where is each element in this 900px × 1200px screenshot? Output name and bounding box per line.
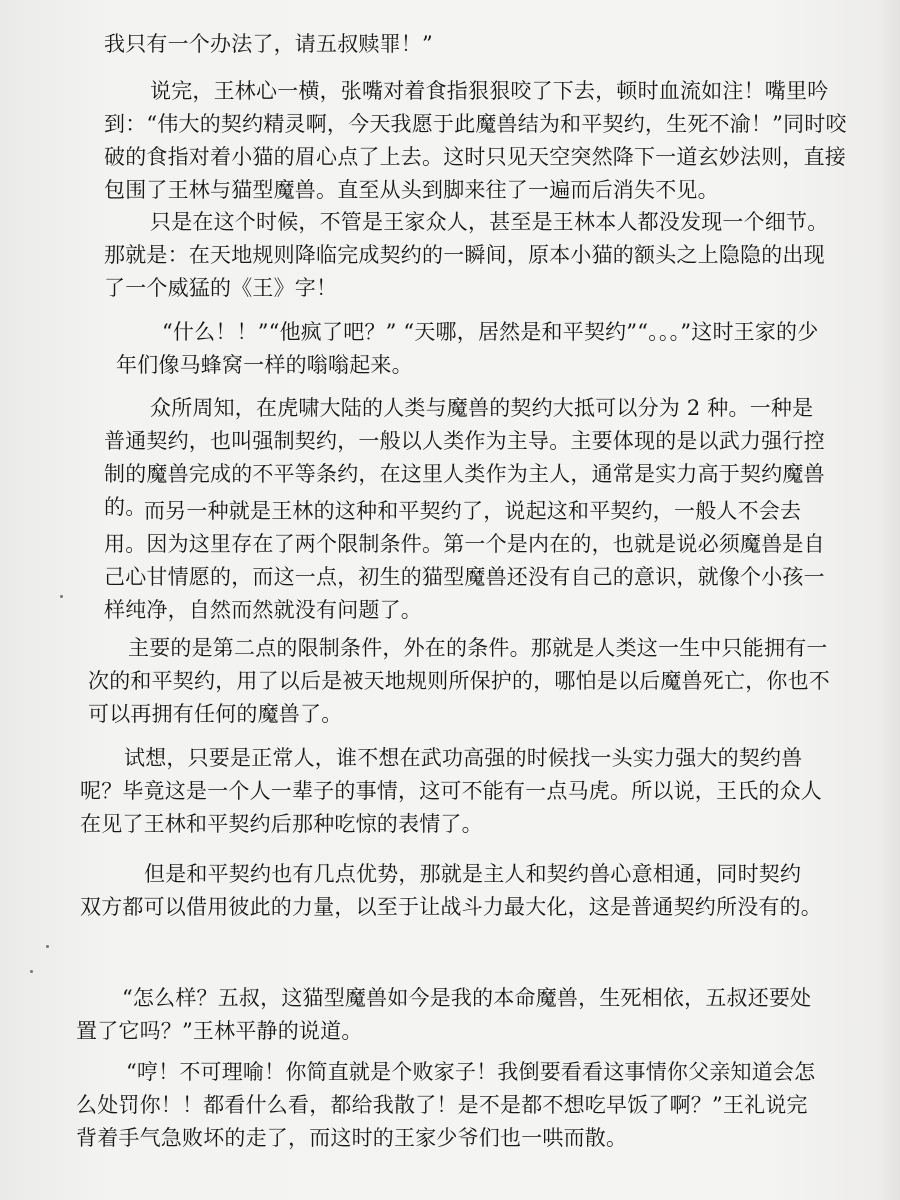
paragraph-11: “哼！不可理喻！你简直就是个败家子！我倒要看看这事情你父亲知道会怎么处罚你！！都看什么看，都给我散了！是不是都不想吃早饭了啊？”王礼说完背着手气急败坏的走了，而这时的王家少爷们也一哄而散。 xyxy=(76,1060,816,1150)
paragraph-4: “什么！！”“他疯了吧？” “天哪，居然是和平契约”“。。。”这时王家的少年们像马蜂窝一样的嗡嗡起来。 xyxy=(116,320,819,377)
scan-speck xyxy=(60,595,63,598)
page-edge-shadow xyxy=(878,0,900,1200)
paragraph-7: 主要的是第二点的限制条件，外在的条件。那就是人类这一生中只能拥有一次的和平契约，用了以后是被天地规则所保护的，哪怕是以后魔兽死亡，你也不可以再拥有任何的魔兽了。 xyxy=(88,636,830,726)
paragraph-2: 说完，王林心一横，张嘴对着食指狠狠咬了下去，顿时血流如注！嘴里吟到：“伟大的契约精灵啊，今天我愿于此魔兽结为和平契约，生死不渝！”同时咬破的食指对着小猫的眉心点了上去。这时只见天空突然降下一道玄妙法则，直接包围了王林与猫型魔兽。直至从头到脚来往了一遍而后消失不见。 xyxy=(104,79,847,202)
scan-speck xyxy=(46,945,49,948)
paragraph-6: 而另一种就是王林的这种和平契约了，说起这和平契约，一般人不会去用。因为这里存在了两个限制条件。第一个是内在的，也就是说必须魔兽是自己心甘情愿的，而这一点，初生的猫型魔兽还没有自己的意识，就像个小孩一样纯净，自然而然就没有问题了。 xyxy=(104,499,825,622)
scan-speck xyxy=(30,970,33,973)
paragraph-10: “怎么样？五叔，这猫型魔兽如今是我的本命魔兽，生死相依，五叔还要处置了它吗？”王林平静的说道。 xyxy=(76,986,812,1043)
paragraph-5: 众所周知，在虎啸大陆的人类与魔兽的契约大抵可以分为 2 种。一种是普通契约，也叫强制契约，一般以人类作为主导。主要体现的是以武力强行控制的魔兽完成的不平等条约，在这里人类作为主人，通常是实力高于契约魔兽的。 xyxy=(104,396,825,519)
paragraph-1: 我只有一个办法了，请五叔赎罪！” xyxy=(104,32,433,56)
paragraph-3: 只是在这个时候，不管是王家众人，甚至是王林本人都没发现一个细节。那就是：在天地规则降临完成契约的一瞬间，原本小猫的额头之上隐隐的出现了一个威猛的《王》字！ xyxy=(104,210,829,300)
paragraph-9: 但是和平契约也有几点优势，那就是主人和契约兽心意相通，同时契约双方都可以借用彼此的力量，以至于让战斗力最大化，这是普通契约所没有的。 xyxy=(80,862,822,919)
paragraph-8: 试想，只要是正常人，谁不想在武功高强的时候找一头实力强大的契约兽呢？毕竟这是一个人一辈子的事情，这可不能有一点马虎。所以说，王氏的众人在见了王林和平契约后那种吃惊的表情了。 xyxy=(80,746,822,836)
